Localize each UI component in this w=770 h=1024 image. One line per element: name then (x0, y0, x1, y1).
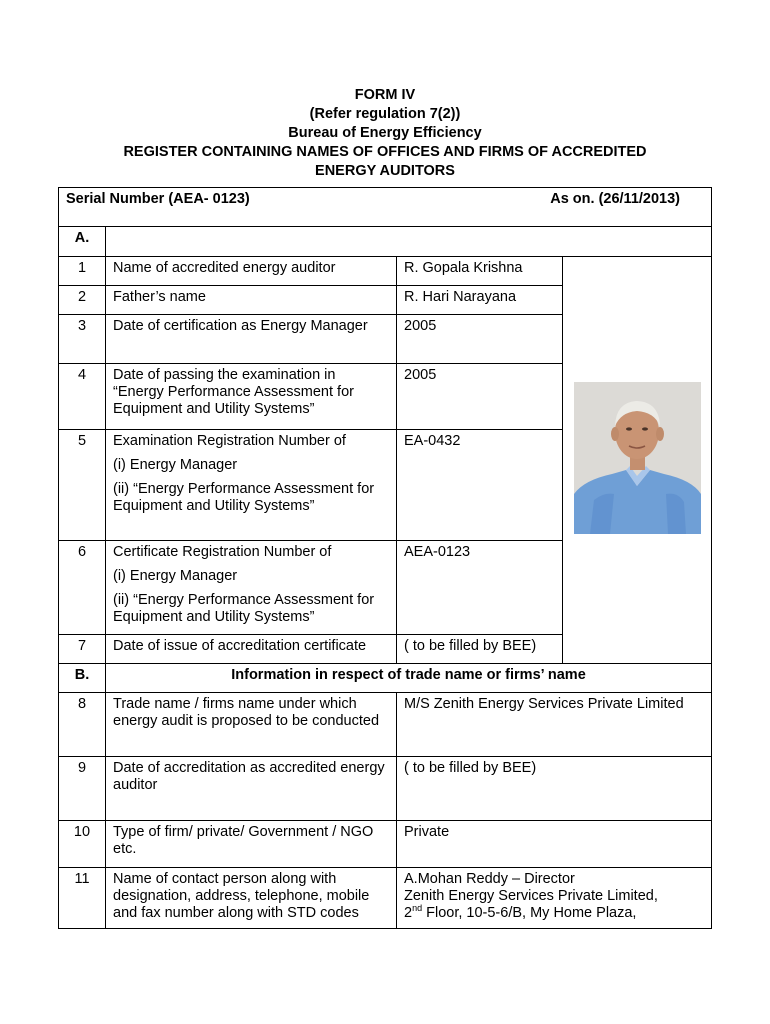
row-number: 8 (59, 693, 106, 757)
row-number: 6 (59, 541, 106, 635)
contact-line: Zenith Energy Services Private Limited, (404, 888, 658, 904)
certificate-registration-number: AEA-0123 (397, 541, 563, 635)
row-label: Father’s name (106, 286, 397, 315)
table-row (59, 757, 712, 821)
section-b-label: B. (59, 664, 106, 693)
row-number: 7 (59, 635, 106, 664)
row-number: 5 (59, 430, 106, 541)
photo-cell (563, 257, 712, 664)
row-number: 2 (59, 286, 106, 315)
serial-number: Serial Number (AEA- 0123) (66, 191, 250, 207)
row-label: Type of firm/ private/ Government / NGO etc. (106, 821, 397, 868)
regulation-ref: (Refer regulation 7(2)) (309, 106, 461, 122)
contact-address: Floor, 10-5-6/B, My Home Plaza, (422, 905, 637, 921)
row-number: 9 (59, 757, 106, 821)
section-a-row (59, 227, 712, 257)
table-row (59, 821, 712, 868)
row-number: 10 (59, 821, 106, 868)
row-label: Date of accreditation as accredited energy auditor (106, 757, 397, 821)
auditor-name: R. Gopala Krishna (397, 257, 563, 286)
row-number: 1 (59, 257, 106, 286)
row-label: Date of certification as Energy Manager (106, 315, 397, 364)
bureau-name: Bureau of Energy Efficiency (288, 125, 482, 141)
trade-name: M/S Zenith Energy Services Private Limited (397, 693, 712, 757)
row-label (106, 430, 397, 541)
contact-line: A.Mohan Reddy – Director (404, 871, 575, 887)
register-table (58, 187, 712, 929)
row-label: Name of contact person along with designation, address, telephone, mobile and fax number along with STD codes (106, 868, 397, 929)
row-label (106, 541, 397, 635)
accreditation-issue-date: ( to be filled by BEE) (397, 635, 563, 664)
contact-floor-number: 2 (404, 905, 413, 921)
row-label: Trade name / firms name under which energy audit is proposed to be conducted (106, 693, 397, 757)
contact-line (404, 905, 704, 922)
row-number: 4 (59, 364, 106, 430)
section-a-blank (106, 227, 712, 257)
contact-person (397, 868, 712, 929)
form-title: FORM IV (354, 87, 416, 103)
contact-floor-suffix: nd (412, 903, 423, 914)
row-label: Date of passing the examination in “Energy Performance Assessment for Equipment and Utility Systems” (106, 364, 397, 430)
as-on-date: As on. (26/11/2013) (550, 191, 680, 207)
register-title-line2: ENERGY AUDITORS (315, 163, 455, 179)
father-name: R. Hari Narayana (397, 286, 563, 315)
row-number: 11 (59, 868, 106, 929)
exam-registration-number: EA-0432 (397, 430, 563, 541)
row-label-line: (i) Energy Manager (113, 457, 238, 473)
table-row (59, 693, 712, 757)
firm-type: Private (397, 821, 712, 868)
accreditation-date: ( to be filled by BEE) (397, 757, 712, 821)
row-label-line: (ii) “Energy Performance Assessment for Equipment and Utility Systems” (113, 592, 375, 625)
row-number: 3 (59, 315, 106, 364)
table-row (59, 257, 712, 286)
section-a-label: A. (59, 227, 106, 257)
exam-pass-year: 2005 (397, 364, 563, 430)
section-b-row (59, 664, 712, 693)
serial-row (59, 188, 712, 227)
row-label: Name of accredited energy auditor (106, 257, 397, 286)
register-title-line1: REGISTER CONTAINING NAMES OF OFFICES AND FIRMS OF ACCREDITED (123, 144, 647, 160)
row-label-line: Examination Registration Number of (113, 433, 346, 449)
certification-year: 2005 (397, 315, 563, 364)
row-label-line: Certificate Registration Number of (113, 544, 332, 560)
form-header (0, 86, 770, 181)
table-row (59, 868, 712, 929)
auditor-photo (574, 382, 701, 534)
row-label: Date of issue of accreditation certificate (106, 635, 397, 664)
section-b-title: Information in respect of trade name or firms’ name (106, 664, 712, 693)
row-label-line: (ii) “Energy Performance Assessment for Equipment and Utility Systems” (113, 481, 375, 514)
row-label-line: (i) Energy Manager (113, 568, 238, 584)
